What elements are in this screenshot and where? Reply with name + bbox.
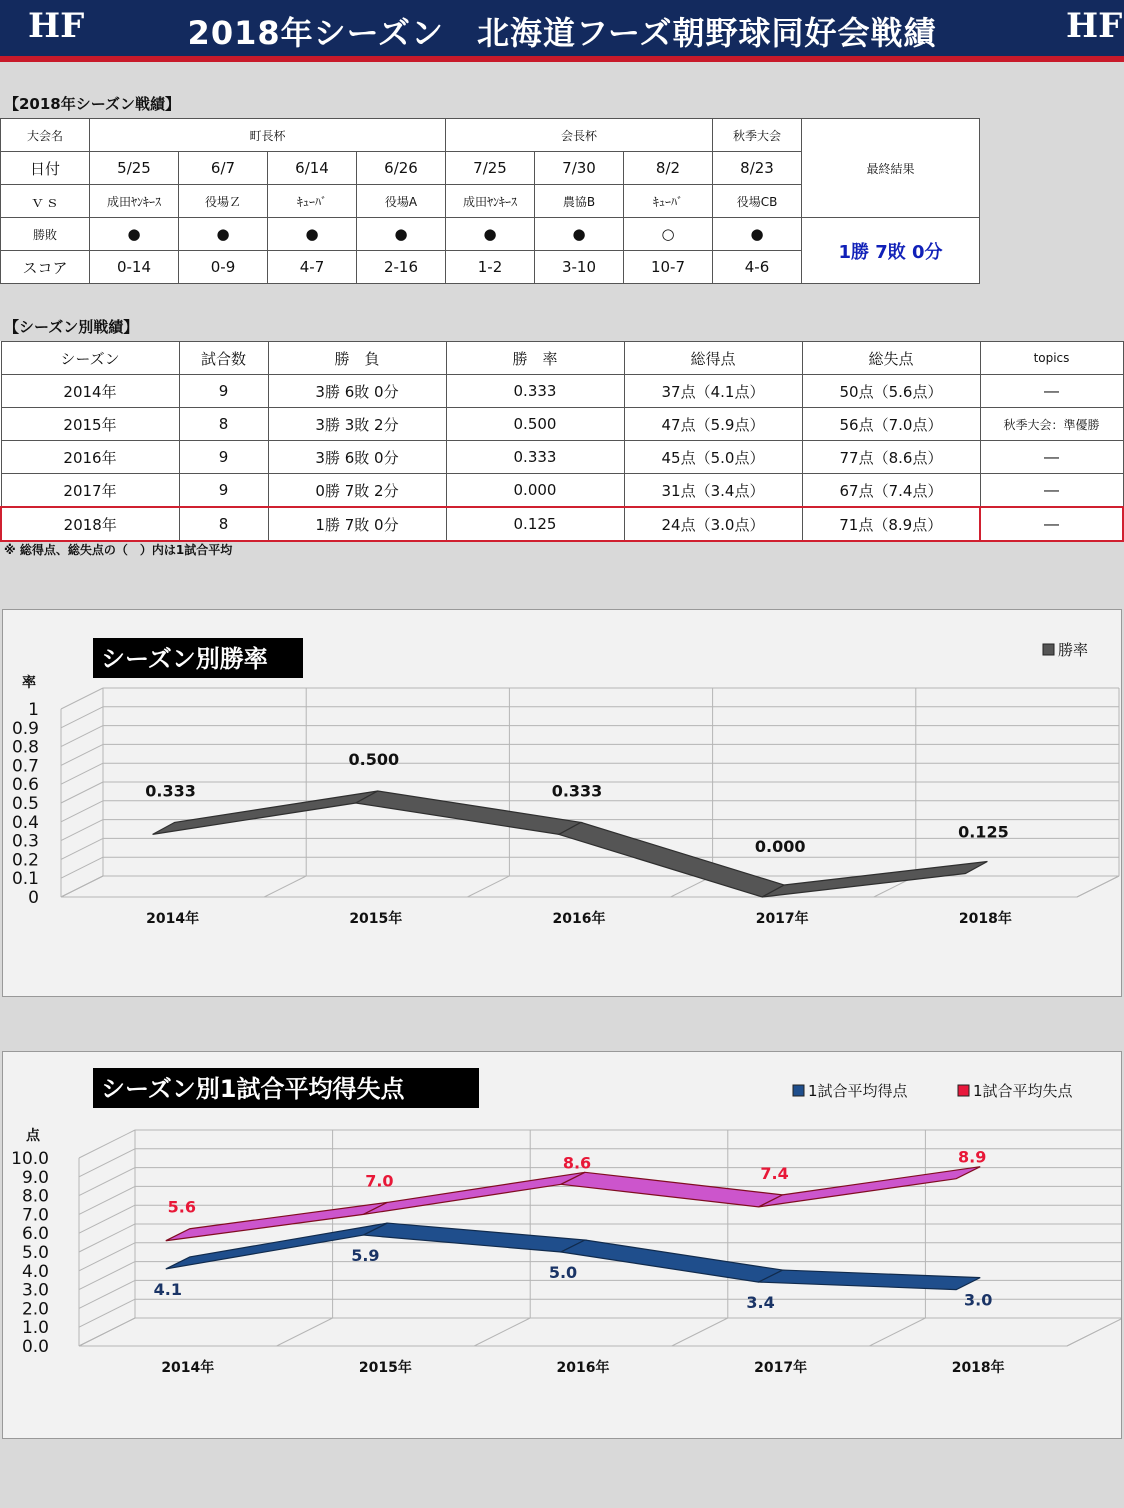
y-tick-label: 3.0 — [21, 1280, 49, 1301]
data-label: 5.6 — [167, 1197, 196, 1217]
gridline — [277, 1318, 333, 1346]
column-header: シーズン — [1, 342, 179, 375]
cell: 0.125 — [446, 507, 624, 541]
x-tick-label: 2014年 — [161, 1360, 215, 1376]
data-label: 0.000 — [754, 837, 806, 856]
column-header: 総失点 — [802, 342, 980, 375]
cell: ― — [980, 375, 1123, 408]
chart-title: シーズン別1試合平均得失点 — [101, 1075, 405, 1103]
game-score: 0-9 — [179, 251, 268, 284]
gridline — [79, 1168, 135, 1196]
cell: 0.500 — [446, 408, 624, 441]
y-tick-label: 7.0 — [21, 1205, 49, 1226]
gridline — [79, 1318, 135, 1346]
cell: 24点（3.0点） — [624, 507, 802, 541]
game-result: ● — [357, 218, 446, 251]
data-label: 3.4 — [746, 1293, 775, 1313]
data-label: 0.333 — [551, 781, 603, 801]
data-label: 0.500 — [348, 750, 400, 769]
page-title: 2018年シーズン 北海道フーズ朝野球同好会戦績 — [187, 14, 937, 52]
y-tick-label: 2.0 — [21, 1299, 49, 1320]
gridline — [61, 688, 103, 709]
cell: 秋季大会：準優勝 — [980, 408, 1123, 441]
cell: 8 — [179, 507, 268, 541]
gridline — [61, 801, 103, 822]
cell: 47点（5.9点） — [624, 408, 802, 441]
label-result: 勝敗 — [1, 218, 90, 251]
cell: 3勝 3敗 2分 — [268, 408, 446, 441]
label-vs: ｖｓ — [1, 185, 90, 218]
cell: 9 — [179, 441, 268, 474]
cell: 0勝 7敗 2分 — [268, 474, 446, 508]
cell: 2014年 — [1, 375, 179, 408]
cell: 9 — [179, 474, 268, 508]
by-season-section-title: 【シーズン別戦績】 — [4, 318, 139, 336]
cell: ― — [980, 507, 1123, 541]
gridline — [61, 726, 103, 747]
cell: 2016年 — [1, 441, 179, 474]
series-ribbon-segment — [559, 822, 784, 897]
x-tick-label: 2017年 — [754, 1360, 808, 1376]
cell: ― — [980, 474, 1123, 508]
column-header: topics — [980, 342, 1123, 375]
y-tick-label: 10.0 — [11, 1149, 49, 1169]
gridline — [79, 1130, 135, 1158]
cell: 37点（4.1点） — [624, 375, 802, 408]
data-label: 3.0 — [964, 1290, 993, 1310]
legend-swatch — [793, 1085, 804, 1096]
y-tick-label: 0.2 — [11, 850, 39, 871]
game-opponent: 成田ﾔﾝｷｰｽ — [446, 185, 535, 218]
game-date: 7/25 — [446, 152, 535, 185]
gridline — [79, 1149, 135, 1177]
table-row — [1, 474, 1123, 508]
data-label: 8.6 — [562, 1153, 592, 1173]
game-score: 1-2 — [446, 251, 535, 284]
gridline — [61, 838, 103, 859]
legend-label: 勝率 — [1058, 641, 1089, 659]
team-logo-left: HF — [28, 6, 85, 46]
cell: 1勝 7敗 0分 — [268, 507, 446, 541]
game-opponent: 成田ﾔﾝｷｰｽ — [90, 185, 179, 218]
table-row — [1, 441, 1123, 474]
gridline — [467, 876, 509, 897]
label-tournament: 大会名 — [1, 119, 90, 152]
game-score: 4-6 — [713, 251, 802, 284]
y-tick-label: 4.0 — [21, 1261, 49, 1282]
x-tick-label: 2015年 — [358, 1360, 412, 1376]
column-header: 総得点 — [624, 342, 802, 375]
x-tick-label: 2015年 — [349, 911, 403, 927]
y-tick-label: 0.0 — [21, 1337, 49, 1357]
data-label: 8.9 — [958, 1147, 987, 1167]
y-axis-label: 点 — [26, 1128, 40, 1144]
gridline — [79, 1224, 135, 1252]
cell: 2017年 — [1, 474, 179, 508]
game-opponent: 役場A — [357, 185, 446, 218]
game-date: 8/2 — [624, 152, 713, 185]
gridline — [1067, 1318, 1121, 1346]
y-axis-label: 率 — [22, 675, 36, 691]
legend-swatch — [958, 1085, 969, 1096]
x-tick-label: 2018年 — [958, 911, 1012, 927]
team-logo-right: HF — [1066, 6, 1123, 46]
x-tick-label: 2018年 — [951, 1360, 1005, 1376]
points-chart-panel — [2, 1051, 1122, 1439]
data-label: 0.125 — [958, 822, 1009, 842]
data-label: 7.4 — [760, 1163, 789, 1183]
cell: 71点（8.9点） — [802, 507, 980, 541]
game-result: ● — [535, 218, 624, 251]
y-tick-label: 0 — [28, 888, 39, 908]
gridline — [79, 1299, 135, 1327]
cell: 2018年 — [1, 507, 179, 541]
gridline — [79, 1280, 135, 1308]
cell: 9 — [179, 375, 268, 408]
cell: ― — [980, 441, 1123, 474]
game-result: ○ — [624, 218, 713, 251]
cell: 8 — [179, 408, 268, 441]
label-score: スコア — [1, 251, 90, 284]
y-tick-label: 0.6 — [11, 775, 39, 796]
column-header: 試合数 — [179, 342, 268, 375]
series-ribbon-segment — [363, 1223, 585, 1252]
final-result: 1勝 7敗 0分 — [802, 218, 980, 284]
win-rate-chart — [3, 610, 1121, 996]
group-name: 会長杯 — [446, 119, 713, 152]
gridline — [61, 857, 103, 878]
x-tick-label: 2017年 — [755, 911, 809, 927]
y-tick-label: 0.4 — [11, 812, 39, 833]
cell: 67点（7.4点） — [802, 474, 980, 508]
gridline — [61, 763, 103, 784]
game-opponent: ｷｭｰﾊﾞ — [268, 185, 357, 218]
cell: 3勝 6敗 0分 — [268, 375, 446, 408]
legend-label: 1試合平均失点 — [973, 1082, 1073, 1100]
chart-floor — [61, 876, 1119, 897]
game-result: ● — [268, 218, 357, 251]
game-opponent: 役場Ｚ — [179, 185, 268, 218]
gridline — [1077, 876, 1119, 897]
gridline — [61, 707, 103, 728]
header-banner — [0, 0, 1124, 62]
y-tick-label: 0.1 — [11, 869, 39, 890]
y-tick-label: 0.5 — [11, 794, 39, 814]
gridline — [79, 1186, 135, 1214]
game-score: 0-14 — [90, 251, 179, 284]
gridline — [79, 1243, 135, 1271]
y-tick-label: 5.0 — [21, 1243, 49, 1263]
y-tick-label: 0.3 — [11, 831, 39, 852]
column-header: 勝 負 — [268, 342, 446, 375]
gridline — [264, 876, 306, 897]
cell: 50点（5.6点） — [802, 375, 980, 408]
legend-swatch — [1043, 644, 1054, 655]
data-label: 4.1 — [153, 1279, 182, 1299]
chart-title: シーズン別勝率 — [101, 645, 268, 673]
series-ribbon-segment — [363, 1172, 585, 1214]
game-result: ● — [179, 218, 268, 251]
cell: 31点（3.4点） — [624, 474, 802, 508]
y-tick-label: 0.8 — [11, 737, 39, 758]
gridline — [61, 782, 103, 803]
game-result: ● — [90, 218, 179, 251]
cell: 3勝 6敗 0分 — [268, 441, 446, 474]
game-score: 2-16 — [357, 251, 446, 284]
data-label: 5.0 — [548, 1263, 578, 1282]
data-label: 0.333 — [145, 781, 196, 801]
group-name: 秋季大会 — [713, 119, 802, 152]
gridline — [61, 744, 103, 765]
table-row-current — [1, 507, 1123, 541]
y-tick-label: 6.0 — [21, 1224, 49, 1245]
gridline — [672, 1318, 728, 1346]
table-row — [1, 375, 1123, 408]
cell: 2015年 — [1, 408, 179, 441]
y-tick-label: 8.0 — [21, 1186, 49, 1207]
gridline — [79, 1262, 135, 1290]
cell: 45点（5.0点） — [624, 441, 802, 474]
gridline — [61, 876, 103, 897]
chart-floor — [79, 1318, 1121, 1346]
gridline — [474, 1318, 530, 1346]
game-score: 10-7 — [624, 251, 713, 284]
game-date: 6/7 — [179, 152, 268, 185]
game-date: 8/23 — [713, 152, 802, 185]
legend-label: 1試合平均得点 — [808, 1082, 908, 1100]
gridline — [61, 820, 103, 841]
gridline — [869, 1318, 925, 1346]
cell: 77点（8.6点） — [802, 441, 980, 474]
points-chart — [3, 1052, 1121, 1438]
y-tick-label: 0.7 — [11, 756, 39, 777]
data-label: 5.9 — [351, 1246, 380, 1266]
tournament-row — [1, 119, 980, 152]
gridline — [79, 1205, 135, 1233]
by-season-table — [0, 341, 1124, 542]
series-ribbon-segment — [356, 791, 581, 834]
y-tick-label: 1 — [28, 700, 39, 720]
series-ribbon-segment — [561, 1172, 783, 1207]
x-tick-label: 2016年 — [556, 1360, 610, 1376]
game-date: 6/14 — [268, 152, 357, 185]
game-score: 4-7 — [268, 251, 357, 284]
season-section-title: 【2018年シーズン戦績】 — [4, 95, 180, 113]
season-results-table — [0, 118, 980, 284]
win-rate-chart-panel — [2, 609, 1122, 997]
series-ribbon-segment — [759, 1270, 981, 1290]
x-tick-label: 2014年 — [146, 911, 200, 927]
y-tick-label: 1.0 — [21, 1318, 49, 1339]
table-note: ※ 総得点、総失点の（ ）内は1試合平均 — [4, 543, 233, 557]
label-date: 日付 — [1, 152, 90, 185]
game-date: 7/30 — [535, 152, 624, 185]
y-tick-label: 0.9 — [11, 718, 39, 739]
game-date: 6/26 — [357, 152, 446, 185]
game-date: 5/25 — [90, 152, 179, 185]
game-opponent: ｷｭｰﾊﾞ — [624, 185, 713, 218]
table-row — [1, 408, 1123, 441]
cell: 0.000 — [446, 474, 624, 508]
game-result: ● — [446, 218, 535, 251]
game-opponent: 農協B — [535, 185, 624, 218]
game-result: ● — [713, 218, 802, 251]
cell: 0.333 — [446, 375, 624, 408]
data-label: 7.0 — [365, 1171, 394, 1191]
table-header-row — [1, 342, 1123, 375]
x-tick-label: 2016年 — [552, 911, 606, 927]
result-row — [1, 218, 980, 251]
game-score: 3-10 — [535, 251, 624, 284]
group-name: 町長杯 — [90, 119, 446, 152]
label-final: 最終結果 — [802, 119, 980, 218]
cell: 56点（7.0点） — [802, 408, 980, 441]
series-ribbon-segment — [561, 1240, 783, 1282]
series-ribbon-segment — [762, 862, 987, 898]
game-opponent: 役場CB — [713, 185, 802, 218]
cell: 0.333 — [446, 441, 624, 474]
column-header: 勝 率 — [446, 342, 624, 375]
y-tick-label: 9.0 — [21, 1167, 49, 1188]
